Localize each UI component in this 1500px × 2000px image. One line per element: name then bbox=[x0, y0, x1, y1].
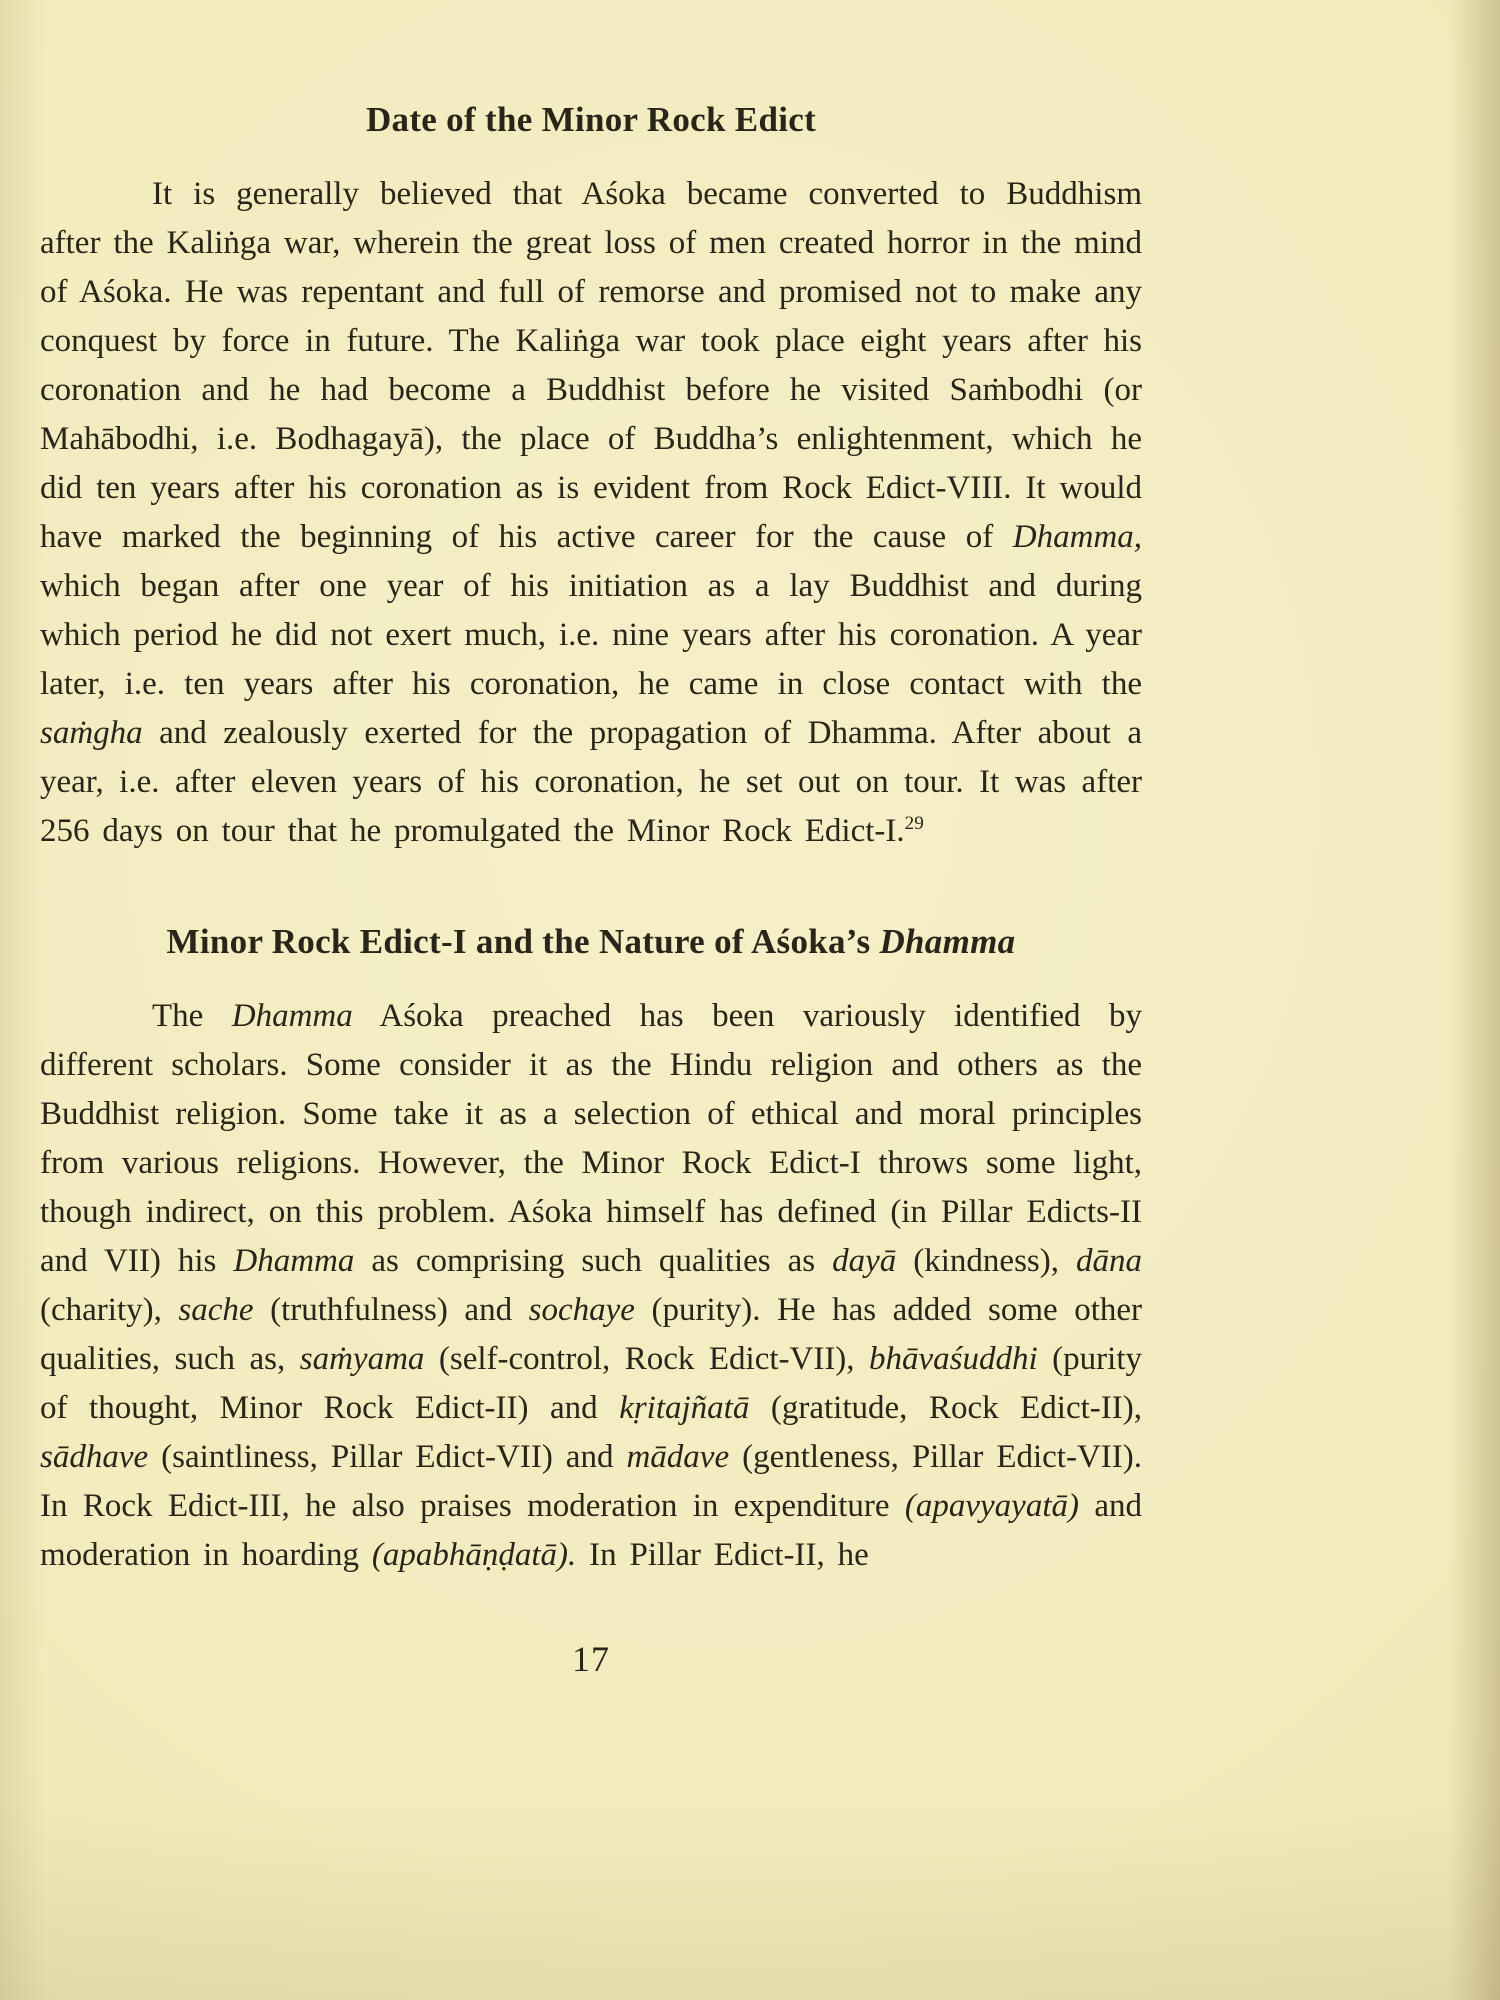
paragraph: It is generally believed that Aśoka became converted to Buddhism after the Kaliṅga war, wherein the great loss of men created horror in the mind of Aśoka. He was repentant and full of remorse and promised not to make any conquest by force in future. The Kaliṅga war took place eight years after his coronation and he had become a Buddhist before he visited Saṁbodhi (or Mahābodhi, i.e. Bodhagayā), the place of Buddha’s enlightenment, which he did ten years after his coronation as is evident from Rock Edict-VIII. It would have marked the beginning of his active career for the cause of Dhamma, which began after one year of his initiation as a lay Buddhist and during which period he did not exert much, i.e. nine years after his coronation. A year later, i.e. ten years after his coronation, he came in close contact with the saṁgha and zealously exerted for the propagation of Dhamma. After about a year, i.e. after eleven years of his coronation, he set out on tour. It was after 256 days on tour that he promulgated the Minor Rock Edict-I.$^{29}$ bbox=[40, 176, 1142, 849]
section-heading-minor-rock-edict-1: Minor Rock Edict-I and the Nature of Aśoka’s Dhamma bbox=[166, 922, 1016, 961]
text-column bbox=[40, 100, 1142, 1680]
page-number: 17 bbox=[572, 1639, 610, 1679]
paragraph: The Dhamma Aśoka preached has been variously identified by different scholars. Some consider it as the Hindu religion and others as the Buddhist religion. Some take it as a selection of ethical and moral principles from various religions. However, the Minor Rock Edict-I throws some light, though indirect, on this problem. Aśoka himself has defined (in Pillar Edicts-II and VII) his Dhamma as comprising such qualities as dayā (kindness), dāna (charity), sache (truthfulness) and sochaye (purity). He has added some other qualities, such as, saṁyama (self-control, Rock Edict-VII), bhāvaśuddhi (purity of thought, Minor Rock Edict-II) and kṛitajñatā (gratitude, Rock Edict-II), sādhave (saintliness, Pillar Edict-VII) and mādave (gentleness, Pillar Edict-VII). In Rock Edict-III, he also praises moderation in expenditure (apavyayatā) and moderation in hoarding (apabhāṇḍatā). In Pillar Edict-II, he bbox=[40, 998, 1143, 1573]
section-heading-date-of-minor-rock-edict: Date of the Minor Rock Edict bbox=[365, 100, 817, 139]
